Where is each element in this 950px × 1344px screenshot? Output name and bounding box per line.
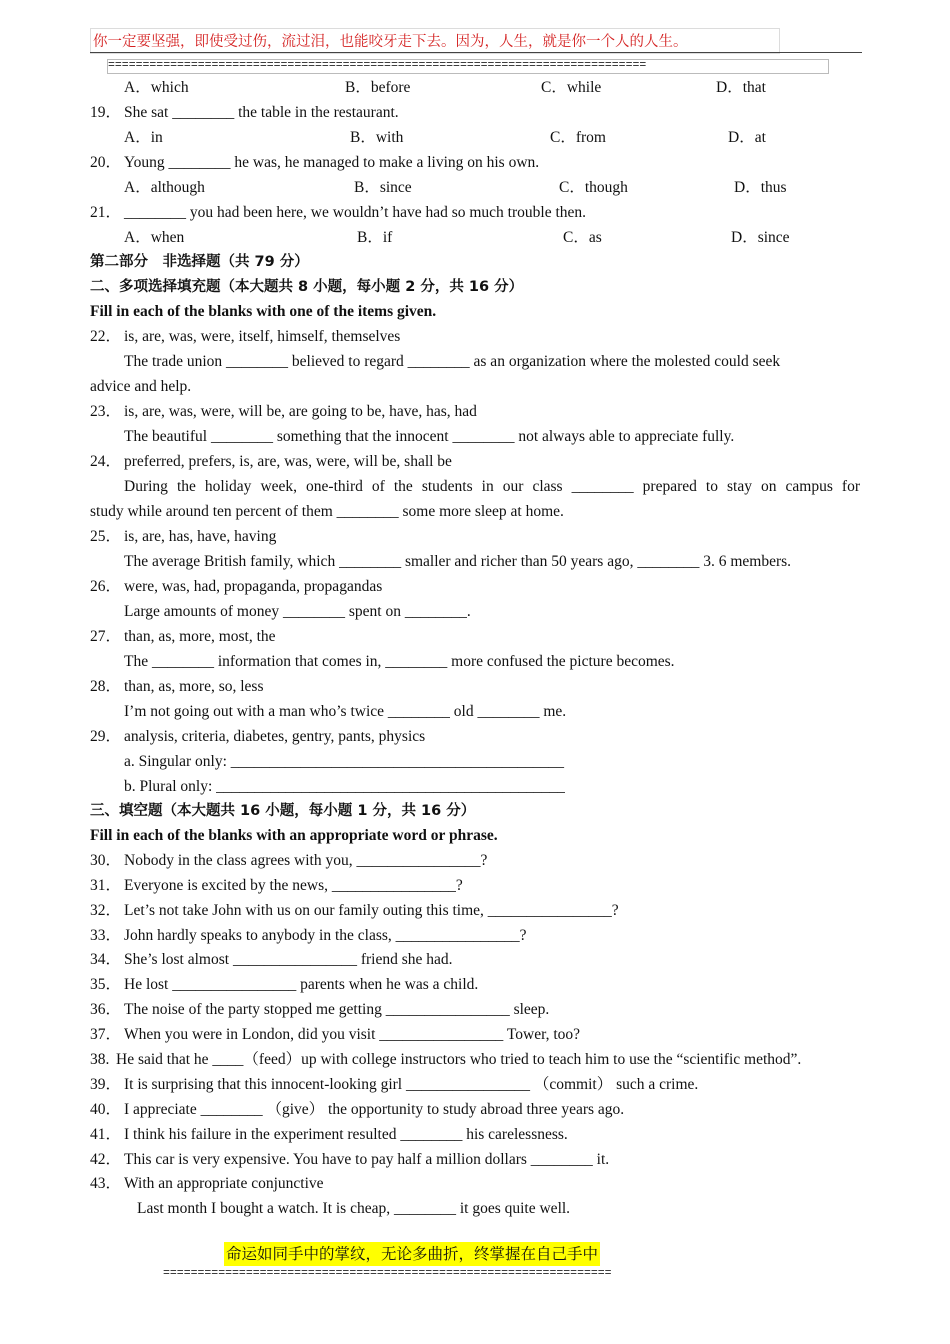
q28-sentence: I’m not going out with a man who’s twice ________ old ________ me. <box>124 703 567 720</box>
q21-option-a: A．when <box>124 229 185 246</box>
q20-number: 20． <box>90 154 122 171</box>
q19-number: 19． <box>90 104 122 121</box>
q29-words: analysis, criteria, diabetes, gentry, pants, physics <box>124 728 426 745</box>
q31-text: Everyone is excited by the news, ________________? <box>124 877 463 894</box>
q34-text: She’s lost almost ________________ friend she had. <box>124 951 453 968</box>
q26-sentence: Large amounts of money ________ spent on ________. <box>124 603 471 620</box>
q25-words: is, are, has, have, having <box>124 528 277 545</box>
section3-instruction: Fill in each of the blanks with an appropriate word or phrase. <box>90 827 498 844</box>
q31-number: 31． <box>90 877 122 894</box>
q40-number: 40． <box>90 1101 122 1118</box>
q39-text: It is surprising that this innocent-looking girl ________________ （commit） such a crime. <box>124 1076 699 1093</box>
q24-sentence-line1: During the holiday week, one-third of the students in our class ________ prepared to stay on campus for <box>124 478 860 495</box>
q42-number: 42． <box>90 1151 122 1168</box>
q38-text: He said that he ____（feed）up with college instructors who tried to teach him to use the “scientific method”. <box>116 1051 802 1068</box>
q30-text: Nobody in the class agrees with you, ________________? <box>124 852 488 869</box>
header-rule <box>90 52 862 53</box>
footer-motto: 命运如同手中的掌纹，无论多曲折，终掌握在自己手中 <box>224 1242 600 1266</box>
section2-instruction: Fill in each of the blanks with one of the items given. <box>90 303 437 320</box>
q18-option-b: B．before <box>345 79 411 96</box>
q27-words: than, as, more, most, the <box>124 628 276 645</box>
q19-text: She sat ________ the table in the restaurant. <box>124 104 399 121</box>
q38-number: 38. <box>90 1051 110 1068</box>
q20-option-a: A．although <box>124 179 205 196</box>
q29-plural-line: b. Plural only: _____________________________________________ <box>124 778 565 795</box>
q22-sentence-line2: advice and help. <box>90 378 192 395</box>
q27-sentence: The ________ information that comes in, ________ more confused the picture becomes. <box>124 653 675 670</box>
q36-text: The noise of the party stopped me getting ________________ sleep. <box>124 1001 550 1018</box>
section3-title: 三、填空题（本大题共 16 小题，每小题 1 分，共 16 分） <box>90 803 476 819</box>
q22-sentence-line1: The trade union ________ believed to regard ________ as an organization where the molested could seek <box>124 353 781 370</box>
q29-number: 29． <box>90 728 122 745</box>
q23-number: 23． <box>90 403 122 420</box>
q40-text: I appreciate ________ （give） the opportunity to study abroad three years ago. <box>124 1101 625 1118</box>
q24-words: preferred, prefers, is, are, was, were, will be, shall be <box>124 453 452 470</box>
q19-option-d: D．at <box>728 129 766 146</box>
q20-option-c: C．though <box>559 179 628 196</box>
q21-option-d: D．since <box>731 229 790 246</box>
q42-text: This car is very expensive. You have to pay half a million dollars ________ it. <box>124 1151 610 1168</box>
q37-text: When you were in London, did you visit ________________ Tower, too? <box>124 1026 581 1043</box>
section2-title: 二、多项选择填充题（本大题共 8 小题，每小题 2 分，共 16 分） <box>90 279 524 295</box>
q24-sentence-line2: study while around ten percent of them ________ some more sleep at home. <box>90 503 564 520</box>
q36-number: 36． <box>90 1001 122 1018</box>
q18-option-d: D．that <box>716 79 766 96</box>
q24-number: 24． <box>90 453 122 470</box>
header-separator: ============================================================================== <box>107 59 829 74</box>
q43-sentence: Last month I bought a watch. It is cheap, ________ it goes quite well. <box>137 1200 571 1217</box>
q21-text: ________ you had been here, we wouldn’t have had so much trouble then. <box>124 204 587 221</box>
footer-separator: ================================================================= <box>163 1267 612 1280</box>
q21-number: 21． <box>90 204 122 221</box>
q35-number: 35． <box>90 976 122 993</box>
q41-text: I think his failure in the experiment resulted ________ his carelessness. <box>124 1126 568 1143</box>
q43-number: 43． <box>90 1175 122 1192</box>
q20-option-d: D．thus <box>734 179 787 196</box>
q19-option-a: A．in <box>124 129 163 146</box>
q30-number: 30． <box>90 852 122 869</box>
q22-number: 22． <box>90 328 122 345</box>
q28-number: 28． <box>90 678 122 695</box>
part2-title: 第二部分 非选择题（共 79 分） <box>90 254 309 270</box>
q23-words: is, are, was, were, will be, are going to be, have, has, had <box>124 403 477 420</box>
q21-option-b: B．if <box>357 229 393 246</box>
q22-words: is, are, was, were, itself, himself, themselves <box>124 328 401 345</box>
q28-words: than, as, more, so, less <box>124 678 264 695</box>
q20-text: Young ________ he was, he managed to make a living on his own. <box>124 154 540 171</box>
q23-sentence: The beautiful ________ something that the innocent ________ not always able to appreciate fully. <box>124 428 735 445</box>
q27-number: 27． <box>90 628 122 645</box>
q18-option-c: C．while <box>541 79 602 96</box>
q43-text: With an appropriate conjunctive <box>124 1175 324 1192</box>
q26-words: were, was, had, propaganda, propagandas <box>124 578 383 595</box>
q18-option-a: A．which <box>124 79 189 96</box>
q19-option-c: C．from <box>550 129 606 146</box>
q35-text: He lost ________________ parents when he was a child. <box>124 976 479 993</box>
q21-option-c: C．as <box>563 229 602 246</box>
q32-text: Let’s not take John with us on our family outing this time, ________________? <box>124 902 619 919</box>
q26-number: 26． <box>90 578 122 595</box>
q33-text: John hardly speaks to anybody in the class, ________________? <box>124 927 527 944</box>
header-motto: 你一定要坚强，即使受过伤，流过泪，也能咬牙走下去。因为，人生，就是你一个人的人生。 <box>90 28 780 54</box>
q25-sentence: The average British family, which ________ smaller and richer than 50 years ago, ________ 3. 6 members. <box>124 553 792 570</box>
q34-number: 34． <box>90 951 122 968</box>
q19-option-b: B．with <box>350 129 404 146</box>
q33-number: 33． <box>90 927 122 944</box>
q29-singular-line: a. Singular only: ___________________________________________ <box>124 753 565 770</box>
q32-number: 32． <box>90 902 122 919</box>
q41-number: 41． <box>90 1126 122 1143</box>
q37-number: 37． <box>90 1026 122 1043</box>
q20-option-b: B．since <box>354 179 412 196</box>
q39-number: 39． <box>90 1076 122 1093</box>
q25-number: 25． <box>90 528 122 545</box>
